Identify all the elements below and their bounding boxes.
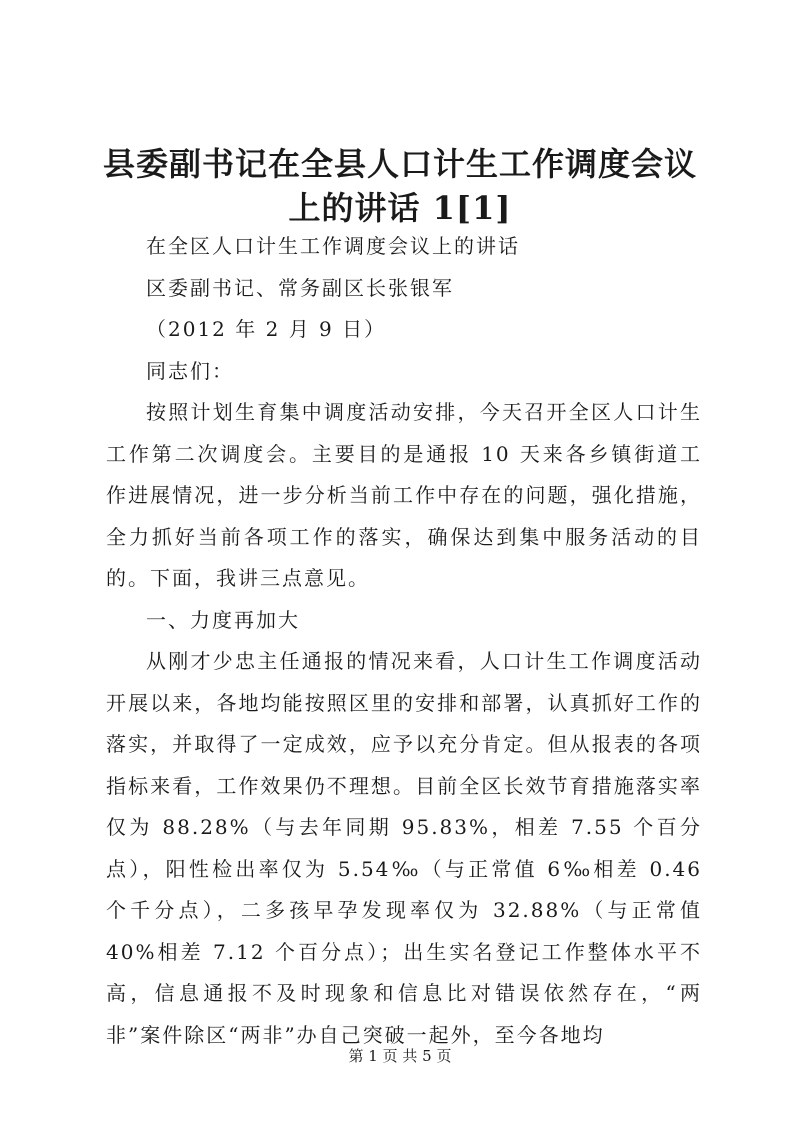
document-body bbox=[106, 226, 702, 1056]
document-title: 县委副书记在全县人口计生工作调度会议上的讲话 1[1] bbox=[102, 145, 697, 227]
salutation-paragraph: 同志们： bbox=[146, 358, 234, 383]
section-body-paragraph: 从刚才少忠主任通报的情况来看，人口计生工作调度活动开展以来，各地均能按照区里的安排和部署，认真抓好工作的落实，并取得了一定成效，应予以充分肯定。但从报表的各项指标来看，工作效果仍不理想。目前全区长效节育措施落实率仅为 88.28%（与去年同期 95.83%，相差 7.55 个百分点），阳性检出率仅为 5.54‰（与正常值 6‰相差 0.46 个千分点），二多孩早孕发现率仅为 32.88%（与正常值 40%相差 7.12 个百分点）；出生实名登记工作整体水平不高，信息通报不及时现象和信息比对错误依然存在，“两非”案件除区“两非”办自己突破一起外，至今各地均 bbox=[106, 649, 702, 1047]
date-paragraph: （2012 年 2 月 9 日） bbox=[146, 317, 387, 341]
section-heading-paragraph: 一、力度再加大 bbox=[146, 607, 300, 632]
page-footer: 第 1 页 共 5 页 bbox=[348, 1047, 452, 1065]
speech-title-paragraph: 在全区人口计生工作调度会议上的讲话 bbox=[146, 234, 520, 258]
intro-paragraph: 按照计划生育集中调度活动安排，今天召开全区人口计生工作第二次调度会。主要目的是通报 10 天来各乡镇街道工作进展情况，进一步分析当前工作中存在的问题，强化措施，全力抓好当前各项工作的落实，确保达到集中服务活动的目的。下面，我讲三点意见。 bbox=[106, 400, 702, 590]
speaker-paragraph: 区委副书记、常务副区长张银军 bbox=[146, 275, 454, 300]
